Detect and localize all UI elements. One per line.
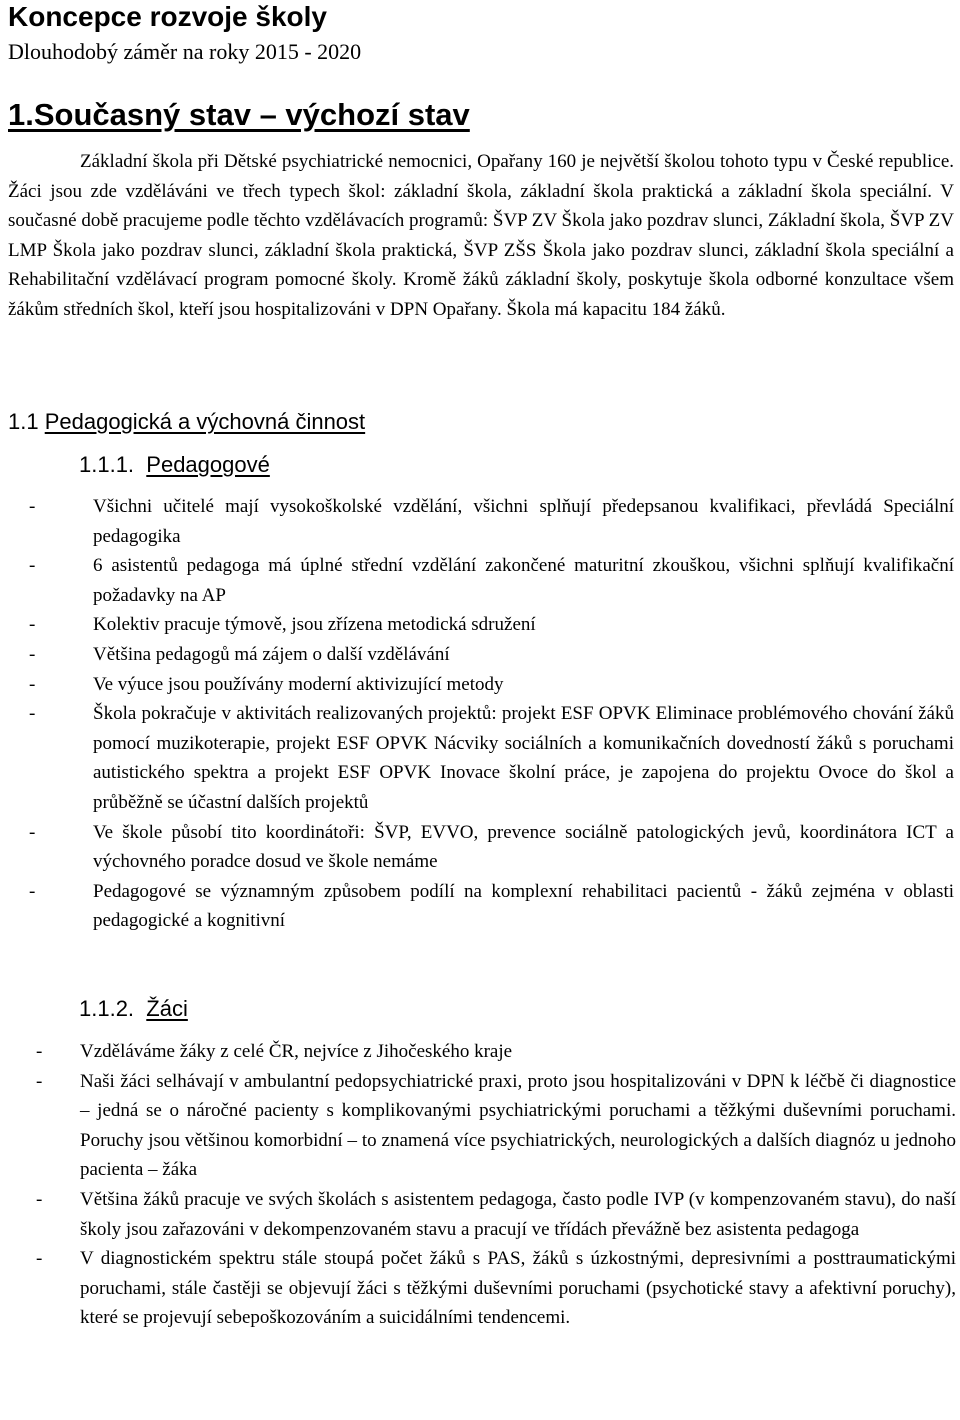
list-item-text: Většina pedagogů má zájem o další vzdělávání <box>93 643 450 665</box>
dash-bullet: - <box>36 1070 43 1092</box>
list-item <box>36 1067 956 1185</box>
list-item <box>29 640 954 670</box>
document-subtitle: Dlouhodobý záměr na roky 2015 - 2020 <box>8 39 362 64</box>
section-1-1-number: 1.1 <box>8 409 39 434</box>
section-1-1-1-number: 1.1.1. <box>79 452 135 477</box>
list-item <box>29 610 954 640</box>
list-item-text: Ve výuce jsou používány moderní aktivizující metody <box>93 673 504 695</box>
dash-bullet: - <box>29 614 36 636</box>
document-title: Koncepce rozvoje školy <box>8 1 328 32</box>
section-1-intro-paragraph: Základní škola při Dětské psychiatrické nemocnici, Opařany 160 je největší školou tohoto typu v České republice. Žáci jsou zde vzděláváni ve třech typech škol: základní škola, základní škola praktická a základní škola speciální. V současné době pracujeme podle těchto vzdělávacích programů: ŠVP ZV Škola jako pozdrav slunci, Základní škola, ŠVP ZV LMP Škola jako pozdrav slunci, základní škola praktická, ŠVP ZŠS Škola jako pozdrav slunci, základní škola speciální a Rehabilitační vzdělávací program pomocné školy. Kromě žáků základní školy, poskytuje škola odborné konzultace všem žákům středních škol, kteří jsou hospitalizováni v DPN Opařany. Škola má kapacitu 184 žáků. <box>8 151 954 320</box>
list-item <box>29 818 954 877</box>
dash-bullet: - <box>29 703 36 725</box>
dash-bullet: - <box>29 643 36 665</box>
section-1-heading: 1.Současný stav – výchozí stav <box>8 97 470 132</box>
section-1-1-1-heading <box>79 450 270 480</box>
list-item-text: Ve škole působí tito koordinátoři: ŠVP, EVVO, prevence sociálně patologických jevů, koordinátora ICT a výchovného poradce dosud ve škole nemáme <box>93 821 954 873</box>
list-item <box>29 551 954 610</box>
list-item-text: Naši žáci selhávají v ambulantní pedopsychiatrické praxi, proto jsou hospitalizováni v DPN k léčbě či diagnostice – jedná se o náročné pacienty s komplikovanými psychiatrickými poruchami a těžkými duševními poruchami. Poruchy jsou většinou komorbidní – to znamená více psychiatrických, neurologických a dalších diagnóz u jednoho pacienta – žáka <box>80 1070 956 1181</box>
dash-bullet: - <box>29 880 36 902</box>
dash-bullet: - <box>29 673 36 695</box>
list-item <box>29 699 954 817</box>
list-item <box>36 1037 956 1067</box>
section-1-1-heading <box>8 407 365 437</box>
section-1-1-2-number: 1.1.2. <box>79 996 135 1021</box>
list-item-text: Pedagogové se významným způsobem podílí na komplexní rehabilitaci pacientů - žáků zejména v oblasti pedagogické a kognitivní <box>93 880 954 932</box>
dash-bullet: - <box>36 1188 43 1210</box>
pupils-list <box>36 1037 956 1333</box>
list-item <box>29 670 954 700</box>
list-item-text: Vzděláváme žáky z celé ČR, nejvíce z Jihočeského kraje <box>80 1041 513 1062</box>
list-item <box>29 877 954 936</box>
dash-bullet: - <box>36 1248 43 1270</box>
section-1-1-title: Pedagogická a výchovná činnost <box>44 409 366 434</box>
dash-bullet: - <box>36 1041 43 1062</box>
dash-bullet: - <box>29 496 36 517</box>
list-item <box>36 1244 956 1333</box>
list-item-text: Většina žáků pracuje ve svých školách s asistentem pedagoga, často podle IVP (v kompenzovaném stavu), do naší školy jsou zařazováni v dekompenzovaném stavu a pracují ve třídách převážně bez asistenta pedagoga <box>80 1188 956 1240</box>
section-1-1-2-title: Žáci <box>146 996 188 1021</box>
list-item-text: V diagnostickém spektru stále stoupá počet žáků s PAS, žáků s úzkostnými, depresivními a posttraumatickými poruchami, stále častěji se objevují žáci s těžkými duševními poruchami (psychotické stavy a afektivní poruchy), které se projevují sebepoškozováním a suicidálními tendencemi. <box>80 1248 956 1329</box>
list-item <box>29 492 954 551</box>
section-1-1-1-title: Pedagogové <box>146 452 270 477</box>
list-item-text: Všichni učitelé mají vysokoškolské vzdělání, všichni splňují předepsanou kvalifikaci, převládá Speciální pedagogika <box>93 496 954 547</box>
section-1-1-2-heading <box>79 994 188 1024</box>
list-item-text: 6 asistentů pedagoga má úplné střední vzdělání zakončené maturitní zkouškou, všichni splňují kvalifikační požadavky na AP <box>93 555 954 606</box>
dash-bullet: - <box>29 821 36 843</box>
teachers-list <box>29 492 954 936</box>
list-item <box>36 1185 956 1244</box>
list-item-text: Škola pokračuje v aktivitách realizovaných projektů: projekt ESF OPVK Eliminace problémového chování žáků pomocí muzikoterapie, projekt ESF OPVK Nácviky sociálních a komunikačních dovedností žáků s poruchami autistického spektra a projekt ESF OPVK Inovace školní práce, je zapojena do projektu Ovoce do škol a průběžně se účastní dalších projektů <box>93 703 954 813</box>
list-item-text: Kolektiv pracuje týmově, jsou zřízena metodická sdružení <box>93 614 536 636</box>
dash-bullet: - <box>29 555 36 577</box>
